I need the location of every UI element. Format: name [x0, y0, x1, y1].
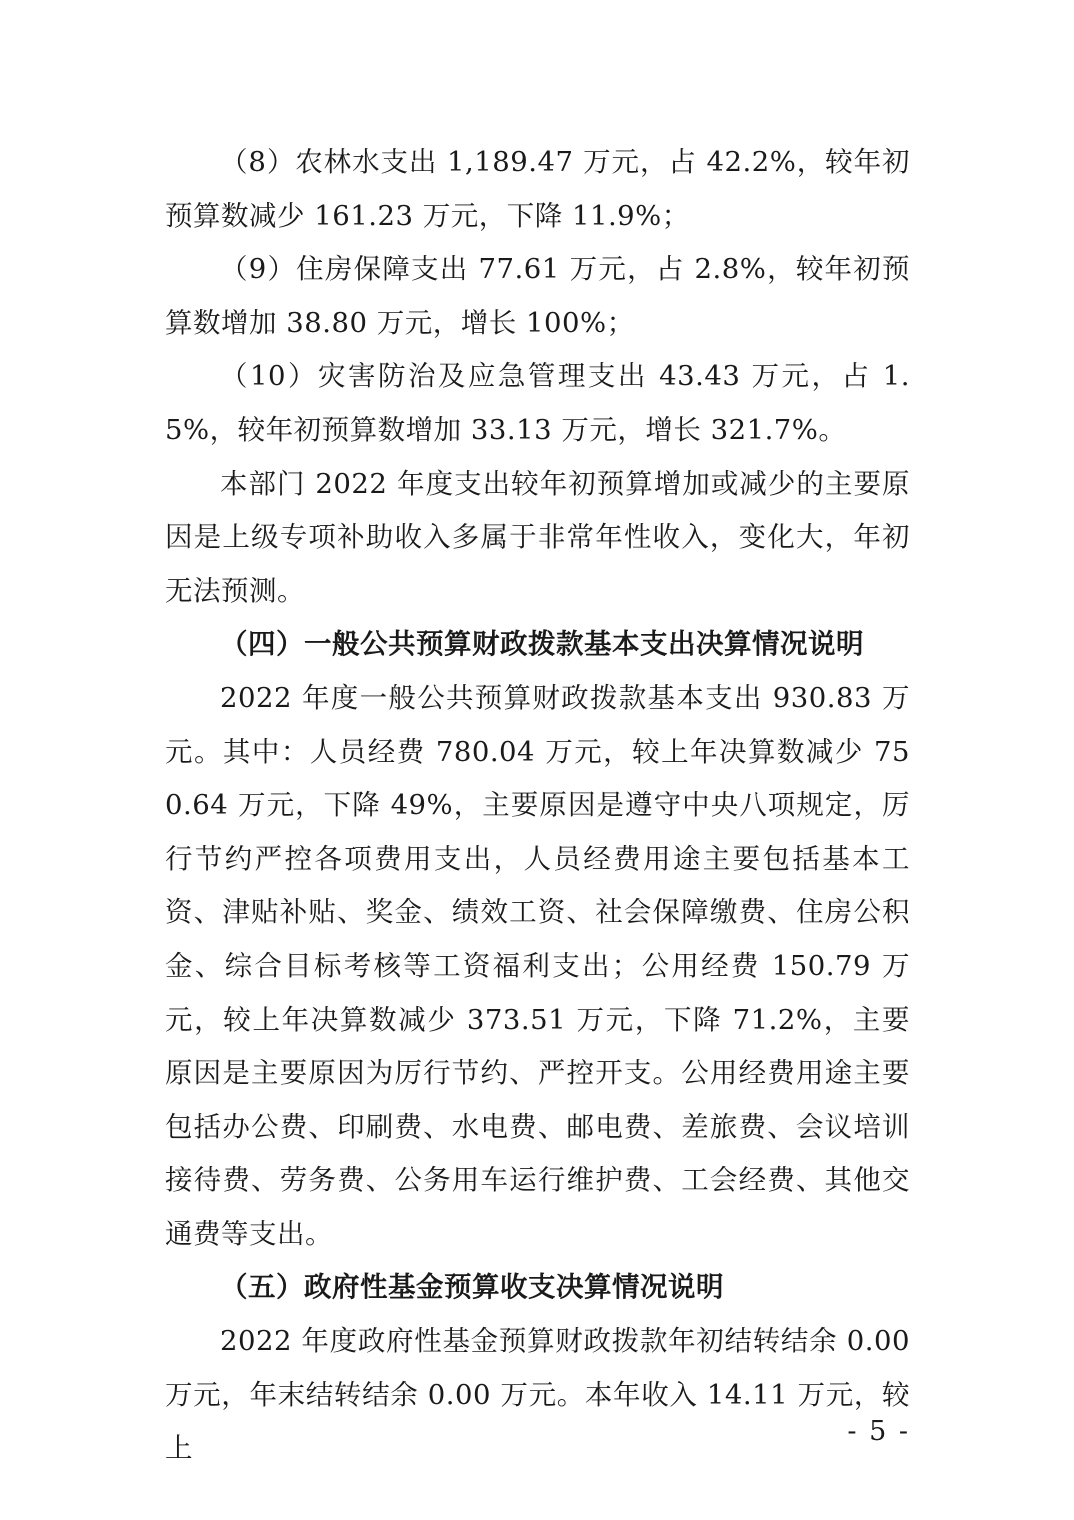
section-heading-basic-expense: （四）一般公共预算财政拨款基本支出决算情况说明: [220, 628, 864, 661]
paragraph-budget-change-reason: 本部门 2022 年度支出较年初预算增加或减少的主要原因是上级专项补助收入多属于非常年性收入，变化大，年初无法预测。: [165, 467, 910, 607]
paragraph-housing-expense: （9）住房保障支出 77.61 万元，占 2.8%，较年初预算数增加 38.80 万元，增长 100%；: [165, 253, 910, 339]
paragraph-government-fund: 2022 年度政府性基金预算财政拨款年初结转结余 0.00 万元，年末结转结余 0.00 万元。本年收入 14.11 万元，较上: [165, 1325, 910, 1465]
section-heading-government-fund: （五）政府性基金预算收支决算情况说明: [220, 1271, 724, 1304]
page-number: - 5 -: [847, 1416, 910, 1447]
document-body: [165, 136, 910, 1476]
paragraph-basic-expense: 2022 年度一般公共预算财政拨款基本支出 930.83 万元。其中：人员经费 780.04 万元，较上年决算数减少 750.64 万元，下降 49%，主要原因是遵守中央八项规定，厉行节约严控各项费用支出，人员经费用途主要包括基本工资、津贴补贴、奖金、绩效工资、社会保障缴费、住房公积金、综合目标考核等工资福利支出；公用经费 150.79 万元，较上年决算数减少 373.51 万元，下降 71.2%，主要原因是主要原因为厉行节约、严控开支。公用经费用途主要包括办公费、印刷费、水电费、邮电费、差旅费、会议培训接待费、劳务费、公务用车运行维护费、工会经费、其他交通费等支出。: [165, 681, 910, 1250]
paragraph-disaster-expense: （10）灾害防治及应急管理支出 43.43 万元，占 1.5%，较年初预算数增加 33.13 万元，增长 321.7%。: [165, 360, 910, 446]
paragraph-agriculture-expense: （8）农林水支出 1,189.47 万元，占 42.2%，较年初预算数减少 161.23 万元，下降 11.9%；: [165, 146, 910, 232]
